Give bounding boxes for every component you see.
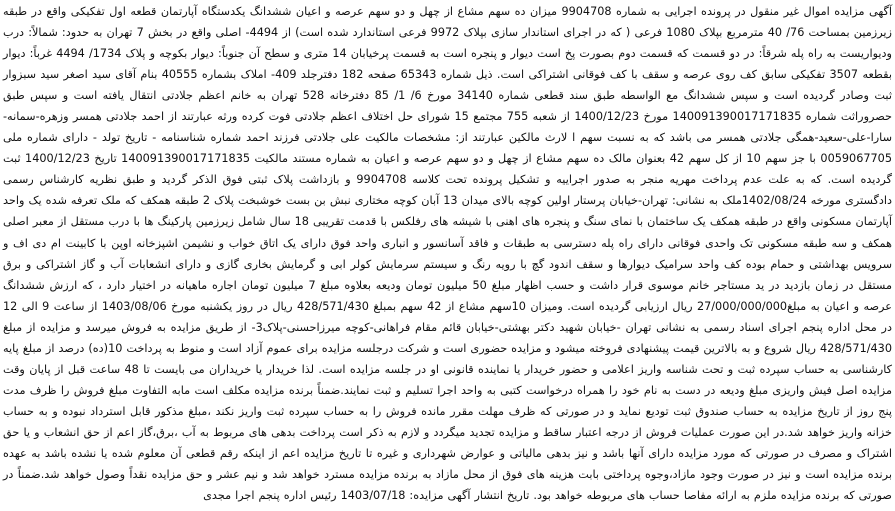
auction-notice-text: آگهی مزایده اموال غیر منقول در پرونده اجرایی به شماره 9904708 میزان ده سهم مشاع از چهل و دو سهم عرصه و اعیان ششدانگ یکدستگاه آپارتمان قطعه اول تفکیکی واقع در طبقه زیرزمین بمساحت 76/ 40 مترمربع بپلاک 1080 فرعی ( که در اجرای استاندار سازی بپلاک 9972 فرعی استاندارد شده است) از 4494- اصلی واقع در بخش 7 تهران به حدود: شمالاً: درب ودیواریست به راه پله شرقاً: در دو قسمت که قسمت دوم بصورت پخ است دیوار و پنجره است به قسمت پرخیابان 14 متری و سطح آن جنوباً: دیوار بکوچه و پلاک 1734/ 4494 غرباً: دیوار بقطعه 3507 تفکیکی سابق کف روی عرصه و سقف با کف فوقانی اشتراکی است. ذیل شماره 65343 صفحه 182 دفترجلد 409- املاک بشماره 40555 بنام آقای سید اصغر سید سبزوار ثبت وصادر گردیده است و سپس ششدانگ مع الواسطه طبق سند قطعی شماره 34140 مورخ 6/ 1/ 85 دفترخانه 528 تهران به خانم اعظم جلادتی انتقال یافته است و سپس طبق حصروراثت شماره 140091390017171835 مورخ 1400/12/23 از شعبه 755 مجتمع 15 شورای حل اختلاف اعظم جلادتی فوت کرده ورثه عبارتند از احمد جلادتی همسر وزهره-سمانه-سارا-علی-سعید-همگی جلادتی همسر می باشد که به نسبت سهم ا لارث مالکین عبارتند از: مشخصات مالکیت علی جلادتی فرزند احمد شماره شناسنامه - تاریخ تولد - دارای شماره ملی 0059067705 با جز سهم 10 از کل سهم 42 بعنوان مالک ده سهم مشاع از چهل و دو سهم عرصه و اعیان به شماره مستند مالکیت 140091390017171835 تاریخ 1400/12/23 ثبت گردیده است. که به علت عدم پرداخت مهریه منجر به صدور اجراییه و تشکیل پرونده تحت کلاسه 9904708 و بازداشت پلاک ثبتی فوق الذکر گردید و طبق نظریه کارشناس رسمی دادگستری مورخه 1402/08/24ملک به نشانی: تهران-خیابان پرستار اولین کوچه بالای میدان 13 آبان کوچه مختاری نبش بن بست خوشبخت پلاک 2 طبقه همکف که ملک تعرفه شده یک واحد آپارتمان مسکونی واقع در طبقه همکف یک ساختمان با نمای سنگ و پنجره های اهنی با شیشه های رفلکس با قدمت تقریبی 18 سال شامل زیرزمین پارکینگ ها با درب مستقل از معبر اصلی همکف و سه طبقه مسکونی تک واحدی فوقانی دارای راه پله دسترسی به طبقات و فاقد آسانسور و انباری واحد فوق دارای یک اتاق خواب و نشیمن اشپزخانه اوپن با کابینت ام دی اف و سرویس بهداشتی و حمام بوده کف واحد سرامیک دیوارها و سقف اندود گچ با رویه رنگ و سیستم سرمایش کولر ابی و گرمایش بخاری گازی و دارای انشعابات آب و گاز اشتراکی و برق مستقل در زمان بازدید در ید مستاجر خانم موسوی قرار داشت و حسب اظهار مبلغ 50 میلیون تومان ودیعه بعلاوه مبلغ 7 میلیون تومان اجاره ماهیانه در اختیار دارد ، که ارزش ششدانگ عرصه و اعیان به مبلغ27/000/000/000 ریال ارزیابی گردیده است. ومیزان 10سهم مشاع از 42 سهم بمبلغ 428/571/430 ریال در روز یکشنبه مورخ 1403/08/06 از ساعت 9 الی 12 در محل اداره پنجم اجرای اسناد رسمی به نشانی تهران -خیابان شهید دکتر بهشتی-خیابان قائم مقام فراهانی-کوچه میرزاحسنی-پلاک3- از طریق مزایده به فروش میرسد و مزایده از مبلغ 428/571/430 ریال شروع و به بالاترین قیمت پیشنهادی فروخته میشود و مزایده حضوری است و شرکت درجلسه مزایده برای عموم آزاد است و منوط به پرداخت 10(ده) درصد از مبلغ پایه کارشناسی به حساب سپرده ثبت و تحت شناسه واریز اعلامی و حضور خریدار یا نماینده قانونی او در جلسه مزایده است. لذا خریدار یا خریداران می بایست تا 48 ساعت قبل از پایان وقت مزایده اصل فیش واریزی مبلغ ودیعه در دست به نام خود را همراه درخواست کتبی به واحد اجرا تسلیم و ثبت نمایند.ضمناً برنده مزایده مکلف است مابه التفاوت مبلغ فروش را ظرف مدت پنج روز از تاریخ مزایده به حساب صندوق ثبت تودیع نماید و در صورتی که ظرف مهلت مقرر مانده فروش را به حساب سپرده ثبت واریز نکند ،مبلغ مذکور قابل استرداد نبوده و به حساب خزانه واریز خواهد شد.در این صورت عملیات فروش از درجه اعتبار ساقط و مزایده تجدید میگردد و لازم به ذکر است پرداخت بدهی های مربوط به آب ،برق،گاز اعم از حق انشعاب و یا حق اشتراک و مصرف در صورتی که مورد مزایده دارای آنها باشد و نیز بدهی مالیاتی و عوارض شهرداری و غیره تا تاریخ مزایده اعم از اینکه رقم قطعی آن معلوم شده یا نشده باشد به عهده برنده مزایده است و نیز در صورت وجود مازاد،وجوه پرداختی بابت هزینه های فوق از محل مازاد به برنده مزایده مسترد خواهد شد و نیم عشر و حق مزایده نقداً وصول خواهد شد.ضمناً در صورتی که برنده مزایده ملزم به ارائه مفاصا حساب های مربوطه خواهد بود. تاریخ انتشار آگهی مزایده: 1403/07/18 رئیس اداره پنجم اجرا مجدی: [3, 5, 892, 503]
